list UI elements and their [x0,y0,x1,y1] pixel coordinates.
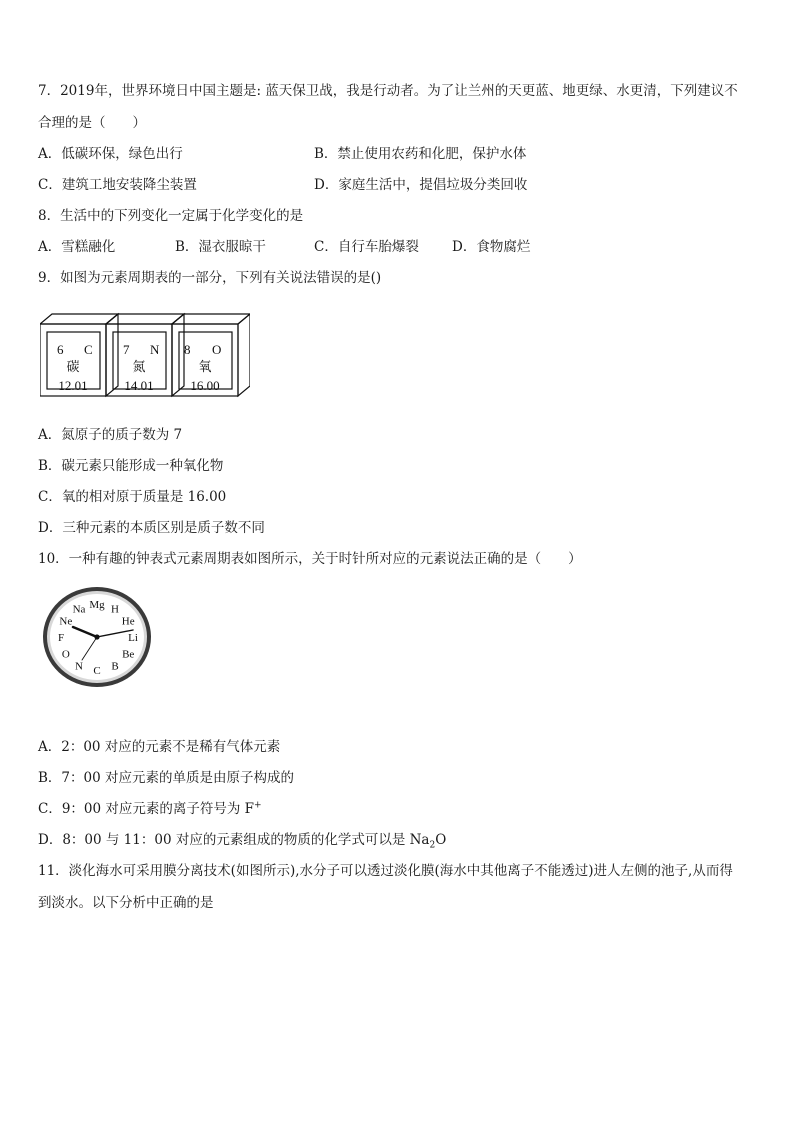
nitrogen-symbol: N [150,342,160,357]
oxygen-symbol: O [212,342,222,357]
carbon-number: 6 [57,342,64,357]
q10-option-a: A．2：00 对应的元素不是稀有气体元素 [38,739,281,755]
clock-label-10: Ne [59,615,73,628]
q10-option-c [38,800,262,818]
q7-option-a: A．低碳环保，绿色出行 [38,146,183,162]
clock-label-3: Li [128,632,138,644]
carbon-symbol: C [84,342,93,357]
clock-center-pin [94,634,99,639]
q11-stem-line1: 11．淡化海水可采用膜分离技术(如图所示),水分子可以透过淡化膜(海水中其他离子不能透过)进人左侧的池子,从而得 [38,863,733,879]
clock-label-12: Mg [89,599,105,611]
q7-option-c: C．建筑工地安装降尘装置 [38,177,197,193]
carbon-name: 碳 [66,359,80,374]
q10-option-d-subscript: 2 [429,840,436,851]
q7-stem-line2: 合理的是（ ） [38,115,146,131]
clock-label-1: H [111,603,119,616]
clock-label-7: N [75,660,83,673]
q9-option-c: C．氧的相对原于质量是 16.00 [38,489,227,505]
clock-label-11: Na [72,603,86,616]
oxygen-number: 8 [184,342,191,357]
q10-stem: 10．一种有趣的钟表式元素周期表如图所示，关于时针所对应的元素说法正确的是（ ） [38,551,582,567]
q7-option-b: B．禁止使用农药和化肥，保护水体 [314,146,527,162]
periodic-table-figure [40,310,250,402]
q11-stem-line2: 到淡水。以下分析中正确的是 [38,895,214,911]
q9-stem: 9．如图为元素周期表的一部分，下列有关说法错误的是() [38,270,382,286]
q9-option-b: B．碳元素只能形成一种氧化物 [38,458,224,474]
q10-option-d-text: D．8：00 与 11：00 对应的元素组成的物质的化学式可以是 Na [38,832,430,848]
clock-label-2: He [121,615,135,628]
oxygen-name: 氧 [198,359,212,374]
q10-option-d-tail: O [435,832,447,848]
q7-stem-line1: 7．2019年，世界环境日中国主题是: 蓝天保卫战，我是行动者。为了让兰州的天更蓝、地更绿、水更清，下列建议不 [38,83,738,99]
q8-option-b: B．湿衣服晾干 [175,239,266,255]
clock-label-8: O [61,648,70,661]
element-clock-figure [40,584,154,690]
q10-option-c-charge: + [254,800,262,811]
clock-label-9: F [57,632,65,644]
nitrogen-name: 氮 [132,359,146,374]
q9-option-d: D．三种元素的本质区别是质子数不同 [38,520,265,536]
clock-label-6: C [93,665,101,677]
q10-option-b: B．7：00 对应元素的单质是由原子构成的 [38,770,294,786]
q7-option-d: D．家庭生活中，提倡垃圾分类回收 [314,177,528,193]
nitrogen-mass: 14.01 [124,378,154,393]
q10-option-c-text: C．9：00 对应元素的离子符号为 F [38,801,255,817]
nitrogen-number: 7 [123,342,130,357]
q10-option-d [38,831,446,849]
carbon-mass: 12.01 [58,378,88,393]
q8-option-c: C．自行车胎爆裂 [314,239,419,255]
q8-option-d: D．食物腐烂 [452,239,531,255]
q9-option-a: A．氮原子的质子数为 7 [38,427,183,443]
q8-option-a: A．雪糕融化 [38,239,116,255]
oxygen-mass: 16.00 [190,378,220,393]
clock-label-4: Be [122,648,135,661]
q8-stem: 8．生活中的下列变化一定属于化学变化的是 [38,208,304,224]
clock-label-5: B [111,660,119,673]
